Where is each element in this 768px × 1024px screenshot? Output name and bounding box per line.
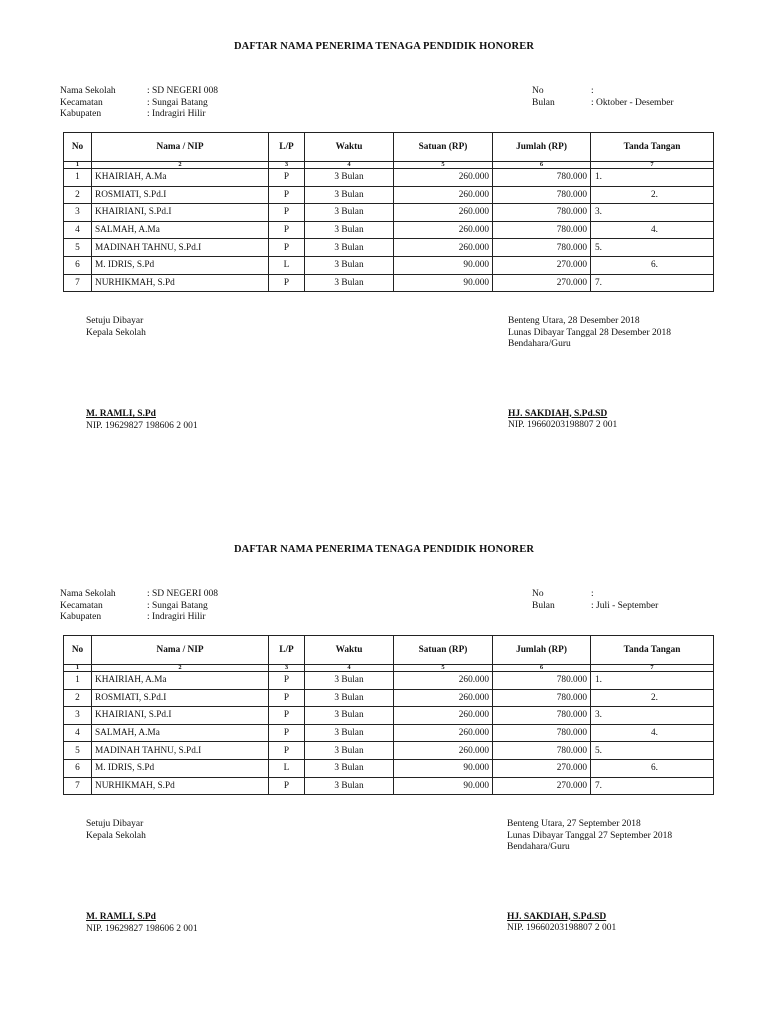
cell-unit-amount: 260.000 (394, 186, 493, 204)
cell-gender: P (269, 169, 305, 187)
table-row (64, 221, 714, 239)
principal-nip: NIP. 19629827 198606 2 001 (86, 420, 198, 431)
cell-signature: 2. (591, 689, 714, 707)
cell-signature: 5. (591, 742, 714, 760)
cell-duration: 3 Bulan (305, 707, 394, 725)
cell-name: MADINAH TAHNU, S.Pd.I (92, 742, 269, 760)
cell-total: 270.000 (493, 256, 591, 274)
label-month: Bulan (532, 97, 555, 108)
treasurer-nip: NIP. 19660203198807 2 001 (508, 420, 618, 430)
cell-duration: 3 Bulan (305, 274, 394, 292)
cell-gender: P (269, 204, 305, 222)
cell-signature: 6. (591, 256, 714, 274)
column-number: 4 (305, 162, 394, 169)
table-row (64, 169, 714, 187)
school-info (60, 86, 300, 122)
cell-total: 270.000 (493, 759, 591, 777)
table-row (64, 204, 714, 222)
cell-no: 5 (64, 239, 92, 257)
cell-gender: P (269, 724, 305, 742)
cell-signature: 5. (591, 239, 714, 257)
label-number: No (532, 86, 544, 96)
cell-signature: 3. (591, 204, 714, 222)
label-regency: Kabupaten (60, 612, 102, 622)
column-number: 6 (493, 665, 591, 672)
cell-duration: 3 Bulan (305, 239, 394, 257)
cell-name: M. IDRIS, S.Pd (92, 256, 269, 274)
value-regency: : Indragiri Hilir (147, 612, 206, 622)
cell-unit-amount: 90.000 (394, 274, 493, 292)
cell-total: 780.000 (493, 742, 591, 760)
cell-unit-amount: 260.000 (394, 742, 493, 760)
treasurer-nip: NIP. 19660203198807 2 001 (507, 923, 617, 933)
cell-no: 3 (64, 707, 92, 725)
value-district: : Sungai Batang (147, 600, 208, 611)
label-number: No (532, 589, 544, 599)
cell-gender: P (269, 689, 305, 707)
cell-gender: L (269, 759, 305, 777)
table-column-number-row (64, 162, 714, 169)
treasurer-name: HJ. SAKDIAH, S.Pd.SD (507, 911, 607, 922)
recipients-table (63, 635, 714, 795)
value-month: : Oktober - Desember (591, 97, 674, 108)
cell-gender: P (269, 274, 305, 292)
document-title: DAFTAR NAMA PENERIMA TENAGA PENDIDIK HONORER (233, 544, 535, 555)
cell-duration: 3 Bulan (305, 221, 394, 239)
cell-duration: 3 Bulan (305, 689, 394, 707)
cell-name: KHAIRIANI, S.Pd.I (92, 707, 269, 725)
treasurer-signature-block (508, 316, 671, 432)
cell-no: 6 (64, 256, 92, 274)
treasurer-title: Bendahara/Guru (508, 339, 571, 349)
label-district: Kecamatan (60, 600, 103, 611)
label-school-name: Nama Sekolah (60, 86, 116, 96)
principal-name: M. RAMLI, S.Pd (86, 912, 156, 922)
cell-signature: 6. (591, 759, 714, 777)
cell-gender: P (269, 239, 305, 257)
table-row (64, 707, 714, 725)
cell-total: 780.000 (493, 169, 591, 187)
cell-total: 780.000 (493, 724, 591, 742)
header-total: Jumlah (RP) (493, 636, 591, 665)
cell-gender: P (269, 707, 305, 725)
cell-signature: 1. (591, 169, 714, 187)
header-name: Nama / NIP (92, 133, 269, 162)
principal-name: M. RAMLI, S.Pd (86, 409, 156, 419)
cell-duration: 3 Bulan (305, 777, 394, 795)
cell-gender: P (269, 672, 305, 690)
table-row (64, 186, 714, 204)
cell-unit-amount: 90.000 (394, 759, 493, 777)
cell-signature: 1. (591, 672, 714, 690)
cell-name: SALMAH, A.Ma (92, 724, 269, 742)
cell-name: KHAIRIAH, A.Ma (92, 672, 269, 690)
principal-nip: NIP. 19629827 198606 2 001 (86, 923, 198, 934)
cell-signature: 3. (591, 707, 714, 725)
treasurer-name: HJ. SAKDIAH, S.Pd.SD (508, 408, 608, 419)
value-regency: : Indragiri Hilir (147, 109, 206, 119)
header-no: No (64, 636, 92, 665)
cell-signature: 4. (591, 724, 714, 742)
header-duration: Waktu (305, 133, 394, 162)
approval-text: Setuju Dibayar (86, 316, 144, 326)
place-date: Benteng Utara, 28 Desember 2018 (508, 316, 640, 326)
cell-total: 270.000 (493, 777, 591, 795)
column-number: 2 (92, 665, 269, 672)
cell-gender: P (269, 742, 305, 760)
header-gender: L/P (269, 133, 305, 162)
cell-no: 3 (64, 204, 92, 222)
cell-unit-amount: 260.000 (394, 689, 493, 707)
cell-total: 780.000 (493, 689, 591, 707)
value-school-name: : SD NEGERI 008 (147, 589, 218, 599)
paid-date: Lunas Dibayar Tanggal 28 Desember 2018 (508, 327, 671, 338)
place-date: Benteng Utara, 27 September 2018 (507, 819, 641, 829)
cell-unit-amount: 260.000 (394, 204, 493, 222)
label-district: Kecamatan (60, 97, 103, 108)
cell-total: 780.000 (493, 186, 591, 204)
cell-no: 7 (64, 777, 92, 795)
label-school-name: Nama Sekolah (60, 589, 116, 599)
principal-title: Kepala Sekolah (86, 327, 146, 338)
value-school-name: : SD NEGERI 008 (147, 86, 218, 96)
cell-unit-amount: 260.000 (394, 169, 493, 187)
header-name: Nama / NIP (92, 636, 269, 665)
cell-duration: 3 Bulan (305, 169, 394, 187)
period-info (532, 589, 732, 613)
cell-name: ROSMIATI, S.Pd.I (92, 689, 269, 707)
table-row (64, 239, 714, 257)
header-no: No (64, 133, 92, 162)
cell-unit-amount: 90.000 (394, 256, 493, 274)
period-info (532, 86, 732, 110)
cell-duration: 3 Bulan (305, 186, 394, 204)
cell-no: 6 (64, 759, 92, 777)
principal-signature-block (86, 819, 198, 935)
cell-duration: 3 Bulan (305, 724, 394, 742)
cell-name: MADINAH TAHNU, S.Pd.I (92, 239, 269, 257)
table-row (64, 759, 714, 777)
column-number: 3 (269, 665, 305, 672)
label-regency: Kabupaten (60, 109, 102, 119)
column-number: 1 (64, 162, 92, 169)
column-number: 7 (591, 665, 714, 672)
cell-total: 270.000 (493, 274, 591, 292)
table-row (64, 724, 714, 742)
cell-gender: P (269, 777, 305, 795)
cell-total: 780.000 (493, 221, 591, 239)
table-row (64, 274, 714, 292)
cell-no: 4 (64, 221, 92, 239)
paid-date: Lunas Dibayar Tanggal 27 September 2018 (507, 830, 673, 841)
cell-name: KHAIRIAH, A.Ma (92, 169, 269, 187)
cell-unit-amount: 260.000 (394, 239, 493, 257)
value-number: : (591, 86, 594, 96)
column-number: 2 (92, 162, 269, 169)
table-column-number-row (64, 665, 714, 672)
table-row (64, 742, 714, 760)
cell-unit-amount: 90.000 (394, 777, 493, 795)
table-header-row (64, 133, 714, 162)
column-number: 3 (269, 162, 305, 169)
column-number: 6 (493, 162, 591, 169)
column-number: 5 (394, 665, 493, 672)
column-number: 5 (394, 162, 493, 169)
cell-name: ROSMIATI, S.Pd.I (92, 186, 269, 204)
header-unit-amount: Satuan (RP) (394, 636, 493, 665)
header-unit-amount: Satuan (RP) (394, 133, 493, 162)
cell-signature: 7. (591, 274, 714, 292)
cell-unit-amount: 260.000 (394, 707, 493, 725)
cell-duration: 3 Bulan (305, 759, 394, 777)
label-month: Bulan (532, 600, 555, 611)
column-number: 4 (305, 665, 394, 672)
cell-no: 7 (64, 274, 92, 292)
cell-no: 2 (64, 186, 92, 204)
header-signature: Tanda Tangan (591, 636, 714, 665)
cell-unit-amount: 260.000 (394, 724, 493, 742)
cell-duration: 3 Bulan (305, 672, 394, 690)
cell-name: SALMAH, A.Ma (92, 221, 269, 239)
cell-gender: L (269, 256, 305, 274)
treasurer-title: Bendahara/Guru (507, 842, 570, 852)
table-row (64, 256, 714, 274)
cell-duration: 3 Bulan (305, 204, 394, 222)
cell-name: NURHIKMAH, S.Pd (92, 274, 269, 292)
approval-text: Setuju Dibayar (86, 819, 144, 829)
cell-signature: 2. (591, 186, 714, 204)
header-total: Jumlah (RP) (493, 133, 591, 162)
header-gender: L/P (269, 636, 305, 665)
column-number: 7 (591, 162, 714, 169)
cell-duration: 3 Bulan (305, 742, 394, 760)
cell-no: 1 (64, 169, 92, 187)
cell-signature: 7. (591, 777, 714, 795)
cell-no: 5 (64, 742, 92, 760)
cell-total: 780.000 (493, 204, 591, 222)
column-number: 1 (64, 665, 92, 672)
cell-name: KHAIRIANI, S.Pd.I (92, 204, 269, 222)
cell-name: NURHIKMAH, S.Pd (92, 777, 269, 795)
cell-no: 4 (64, 724, 92, 742)
table-row (64, 777, 714, 795)
value-number: : (591, 589, 594, 599)
cell-unit-amount: 260.000 (394, 672, 493, 690)
table-row (64, 689, 714, 707)
header-signature: Tanda Tangan (591, 133, 714, 162)
document-title: DAFTAR NAMA PENERIMA TENAGA PENDIDIK HONORER (233, 41, 535, 52)
principal-title: Kepala Sekolah (86, 830, 146, 841)
cell-total: 780.000 (493, 672, 591, 690)
cell-signature: 4. (591, 221, 714, 239)
school-info (60, 589, 300, 625)
cell-no: 1 (64, 672, 92, 690)
cell-duration: 3 Bulan (305, 256, 394, 274)
principal-signature-block (86, 316, 198, 432)
treasurer-signature-block (507, 819, 672, 935)
cell-total: 780.000 (493, 239, 591, 257)
header-duration: Waktu (305, 636, 394, 665)
value-month: : Juli - September (591, 600, 659, 611)
value-district: : Sungai Batang (147, 97, 208, 108)
table-row (64, 672, 714, 690)
cell-no: 2 (64, 689, 92, 707)
cell-name: M. IDRIS, S.Pd (92, 759, 269, 777)
cell-unit-amount: 260.000 (394, 221, 493, 239)
recipients-table (63, 132, 714, 292)
cell-gender: P (269, 221, 305, 239)
cell-total: 780.000 (493, 707, 591, 725)
cell-gender: P (269, 186, 305, 204)
table-header-row (64, 636, 714, 665)
